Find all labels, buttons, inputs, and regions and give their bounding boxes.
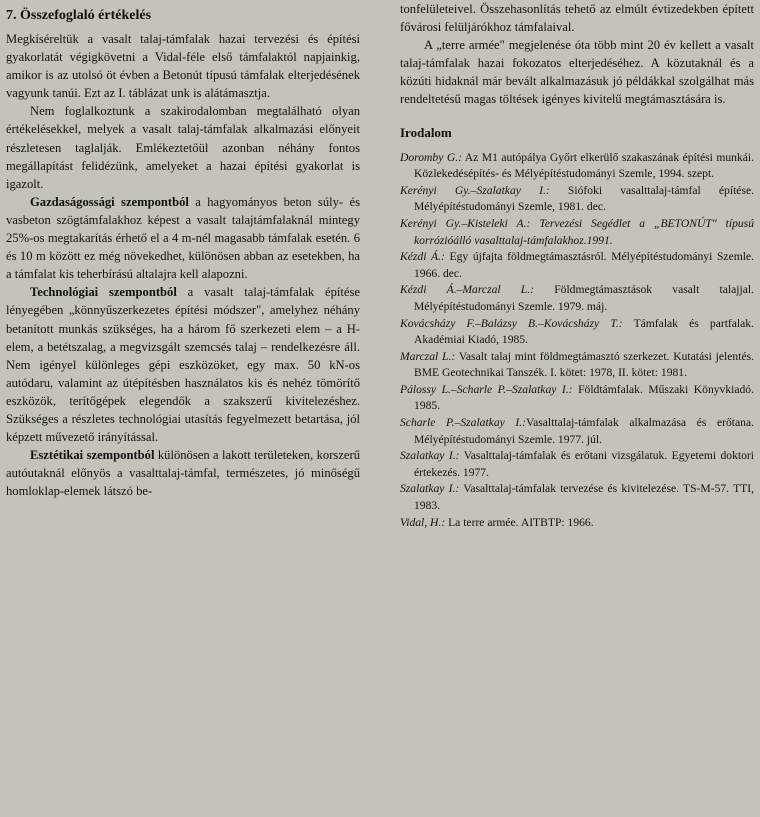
paragraph xyxy=(6,193,360,283)
reference-item xyxy=(400,150,754,183)
reference-authors: Marczal L.: xyxy=(400,349,456,363)
left-column xyxy=(6,0,360,500)
reference-text: Az M1 autópálya Győrt elkerülő szakaszának építési munkái. Közlekedésépítés- és Mélyépítéstudományi Szemle, 1994. szept. xyxy=(414,150,754,181)
paragraph xyxy=(6,30,360,102)
reference-text: Vasalttalaj-támfalak és erőtani vizsgálatuk. Egyetemi doktori értekezés. 1977. xyxy=(414,449,754,479)
paragraph xyxy=(6,102,360,192)
paragraph-lead: Esztétikai szempontból xyxy=(30,448,155,463)
reference-authors: Pálossy L.–Scharle P.–Szalatkay I.: xyxy=(400,382,573,396)
reference-item xyxy=(400,481,754,514)
references-heading: Irodalom xyxy=(400,124,452,140)
reference-text: Földtámfalak. Műszaki Könyvkiadó. 1985. xyxy=(414,382,754,413)
reference-authors: Szalatkay I.: xyxy=(400,482,460,496)
reference-item xyxy=(400,282,754,315)
reference-text: Támfalak és partfalak. Akadémiai Kiadó, 1985. xyxy=(414,316,754,347)
reference-item xyxy=(400,415,754,448)
reference-authors: Scharle P.–Szalatkay I.: xyxy=(400,416,527,430)
reference-item xyxy=(400,249,754,282)
paragraph-text: a hagyományos beton súly- és vasbeton szögtámfalakhoz képest a vasalt talajtámfalaknál mintegy 25%-os megtakarítás érhető el a 4 m-nél magasabb támfalak esetén. 6 és 10 m között ez még növekedhet, különösen abban az esetekben, ha a támfalat kis teherbírású altalajra kell alapozni. xyxy=(6,194,360,282)
paragraph-text: különösen a lakott területeken, korszerű autóutaknál előnyös a vasalttalaj-támfal, természetes, jó minőségű homloklap-elemek látszó be- xyxy=(6,448,360,499)
paragraph xyxy=(6,446,360,500)
reference-authors: Kézdi Á.–Marczal L.: xyxy=(400,283,535,297)
reference-text: Vasalttalaj-támfalak alkalmazása és erőtana. Mélyépítéstudományi Szemle. 1977. júl. xyxy=(414,416,754,446)
reference-authors: Doromby G.: xyxy=(400,150,462,164)
paragraph xyxy=(6,283,360,446)
reference-authors: Kézdi Á.: xyxy=(400,250,445,264)
section-heading: 7. Összefoglaló értékelés xyxy=(6,8,152,23)
reference-text: Tervezési Segédlet a „BETONÚT" típusú korrózióálló vasalttalaj-támfalakhoz.1991. xyxy=(414,216,754,247)
reference-authors: Vidal, H.: xyxy=(400,515,446,529)
reference-text: Vasalt talaj mint földmegtámasztó szerkezet. Kutatási jelentés. BME Geotechnikai Tanszék. I. kötet: 1978, II. kötet: 1981. xyxy=(414,349,754,380)
reference-item xyxy=(400,216,754,249)
paragraph: tonfelületeivel. Összehasonlítás tehető az elmúlt évtizedekben épített fővárosi felüljárókhoz támfalaival. xyxy=(400,2,754,35)
left-body xyxy=(6,30,360,500)
reference-text: Vasalttalaj-támfalak tervezése és kivitelezése. TS-M-57. TTI, 1983. xyxy=(414,482,755,513)
reference-text: Siófoki vasalttalaj-támfal építése. Mélyépítéstudományi Szemle, 1981. dec. xyxy=(414,183,754,214)
reference-text: Földmegtámasztások vasalt talajjal. Mélyépítéstudományi Szemle. 1979. máj. xyxy=(414,283,754,313)
paragraph-text: Megkíséreltük a vasalt talaj-támfalak hazai tervezési és építési gyakorlatát végigkövetni a Vidal-féle első támfalaktól napjainkig, amikor is az utolsó öt évben a Betonút típusú támfalak elterjedésének vagyunk tanúi. Ezt az I. táblázat unk is alátámasztja. xyxy=(6,32,360,101)
reference-item xyxy=(400,316,754,349)
reference-item xyxy=(400,448,754,481)
paragraph-lead: Technológiai szempontból xyxy=(30,285,177,300)
reference-authors: Kovácsházy F.–Balázsy B.–Kovácsházy T.: xyxy=(400,316,623,330)
reference-item xyxy=(400,183,754,216)
references-list xyxy=(400,150,754,532)
reference-item xyxy=(400,349,754,382)
paragraph-text: Nem foglalkoztunk a szakirodalomban megtalálható olyan értékelésekkel, melyek a vasalt talaj-támfalak alkalmazási előnyeit részletesen taglalják. Emlékeztetőül azonban néhány fontos megállapítást felidézünk, amelyeket a hazai építési gyakorlat is igazolt. xyxy=(6,104,360,191)
reference-text: Egy újfajta földmegtámasztásról. Mélyépítéstudományi Szemle. 1966. dec. xyxy=(414,250,754,280)
reference-authors: Kerényi Gy.–Kisteleki A.: xyxy=(400,216,531,230)
right-body xyxy=(400,0,754,109)
reference-text: La terre armée. AITBTP: 1966. xyxy=(445,515,594,529)
reference-item xyxy=(400,515,754,532)
reference-item xyxy=(400,382,754,415)
paragraph: A „terre armée" megjelenése óta több mint 20 év kellett a vasalt talaj-támfalak hazai fokozatos elterjedéséhez. A közutaknál és a közúti hidaknál már bevált alkalmazásuk jó példákkal szolgálhat más rendeltetésű magas töltések igényes kivitelű megtámasztására is. xyxy=(400,38,754,107)
paragraph-lead: Gazdaságossági szempontból xyxy=(30,194,189,209)
paragraph-text: a vasalt talaj-támfalak építése lényegében „könnyűszerkezetes építési módszer", amelyhez néhány betanított munkás szükséges, ha a három fő szerkezeti elem – a H-elem, a betétszalag, a megvizsgált szemcsés talaj – rendelkezésre áll. Nem igényel különleges gépi eszközöket, egy max. 50 kN-os autódaru, valamint az útépítésben használatos kis és nehéz tömörítő eszközök, terítőgépek elegendők a szakszerű kivitelezéshez. Szükséges a részletes technológiai utasítás fegyelmezett betartása, jól képzett művezető irányítással. xyxy=(6,285,361,445)
right-column xyxy=(400,0,754,531)
reference-authors: Kerényi Gy.–Szalatkay I.: xyxy=(400,183,550,197)
reference-authors: Szalatkay I.: xyxy=(400,449,460,463)
